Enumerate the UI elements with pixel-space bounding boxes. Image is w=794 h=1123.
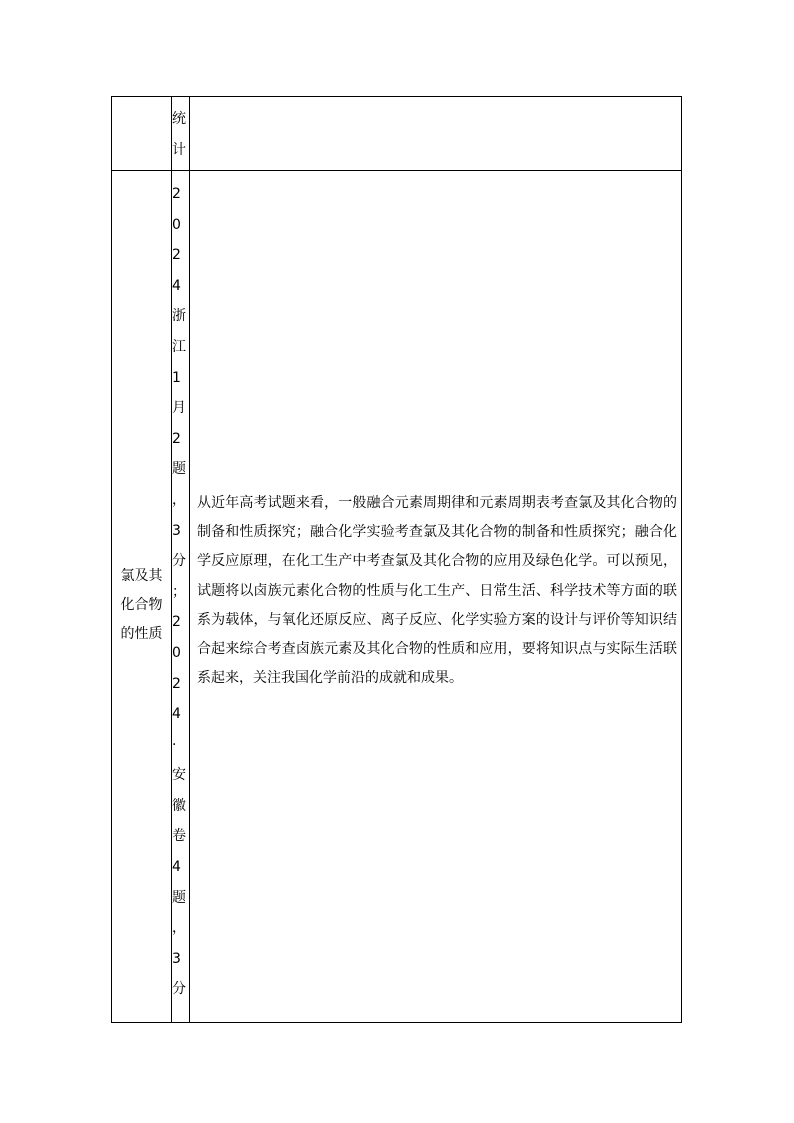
exam-source-char: 2	[172, 247, 181, 264]
stats-char: 统	[172, 111, 186, 127]
exam-source-char: 4	[172, 859, 181, 876]
column-divider	[189, 97, 190, 1022]
exam-source-char: 分	[172, 553, 186, 570]
exam-analysis-table	[111, 96, 682, 1023]
exam-source-cell	[172, 171, 189, 1022]
exam-source-char: 浙	[172, 308, 186, 325]
exam-source-char: 月	[172, 400, 186, 417]
exam-source-char: 3	[172, 522, 181, 539]
exam-source-char: 2	[172, 614, 181, 631]
row-divider	[112, 170, 681, 171]
exam-source-char: 江	[172, 338, 186, 355]
exam-source-char: ；	[172, 583, 186, 600]
exam-source-text	[172, 171, 189, 1005]
exam-source-char: 0	[172, 644, 181, 661]
exam-source-char: 徽	[172, 797, 186, 814]
exam-source-char: 3	[172, 950, 181, 967]
stats-label	[172, 97, 189, 165]
exam-source-char: 题	[172, 889, 186, 906]
topic-label: 氯及其化合物的性质	[120, 568, 163, 642]
exam-source-char: 0	[172, 216, 181, 233]
exam-source-char: 2	[172, 186, 181, 202]
stats-char: 计	[172, 141, 186, 158]
exam-source-char: 2	[172, 430, 181, 447]
exam-source-char: 题	[172, 461, 186, 478]
analysis-text: 从近年高考试题来看，一般融合元素周期律和元素周期表考查氯及其化合物的制备和性质探究；融合化学实验考查氯及其化合物的制备和性质探究；融合化学反应原理，在化工生产中考查氯及其化合物的应用及绿色化学。可以预见，试题将以卤族元素化合物的性质与化工生产、日常生活、科学技术等方面的联系为载体，与氧化还原反应、离子反应、化学实验方案的设计与评价等知识结合起来综合考查卤族元素及其化合物的性质和应用，要将知识点与实际生活联系起来，关注我国化学前沿的成就和成果。	[197, 495, 677, 687]
exam-source-char: ，	[172, 920, 186, 937]
exam-source-char: 分	[172, 981, 186, 998]
exam-source-char: 4	[172, 706, 181, 723]
exam-source-char: 1	[172, 369, 181, 386]
stats-header-cell	[172, 97, 189, 170]
exam-source-char: ·	[172, 736, 177, 753]
exam-source-char: 2	[172, 675, 181, 692]
exam-source-char: ，	[172, 491, 186, 508]
exam-source-char: 安	[172, 767, 186, 784]
exam-source-char: 卷	[172, 828, 186, 845]
topic-cell	[112, 171, 171, 1022]
exam-source-char: 4	[172, 277, 181, 294]
